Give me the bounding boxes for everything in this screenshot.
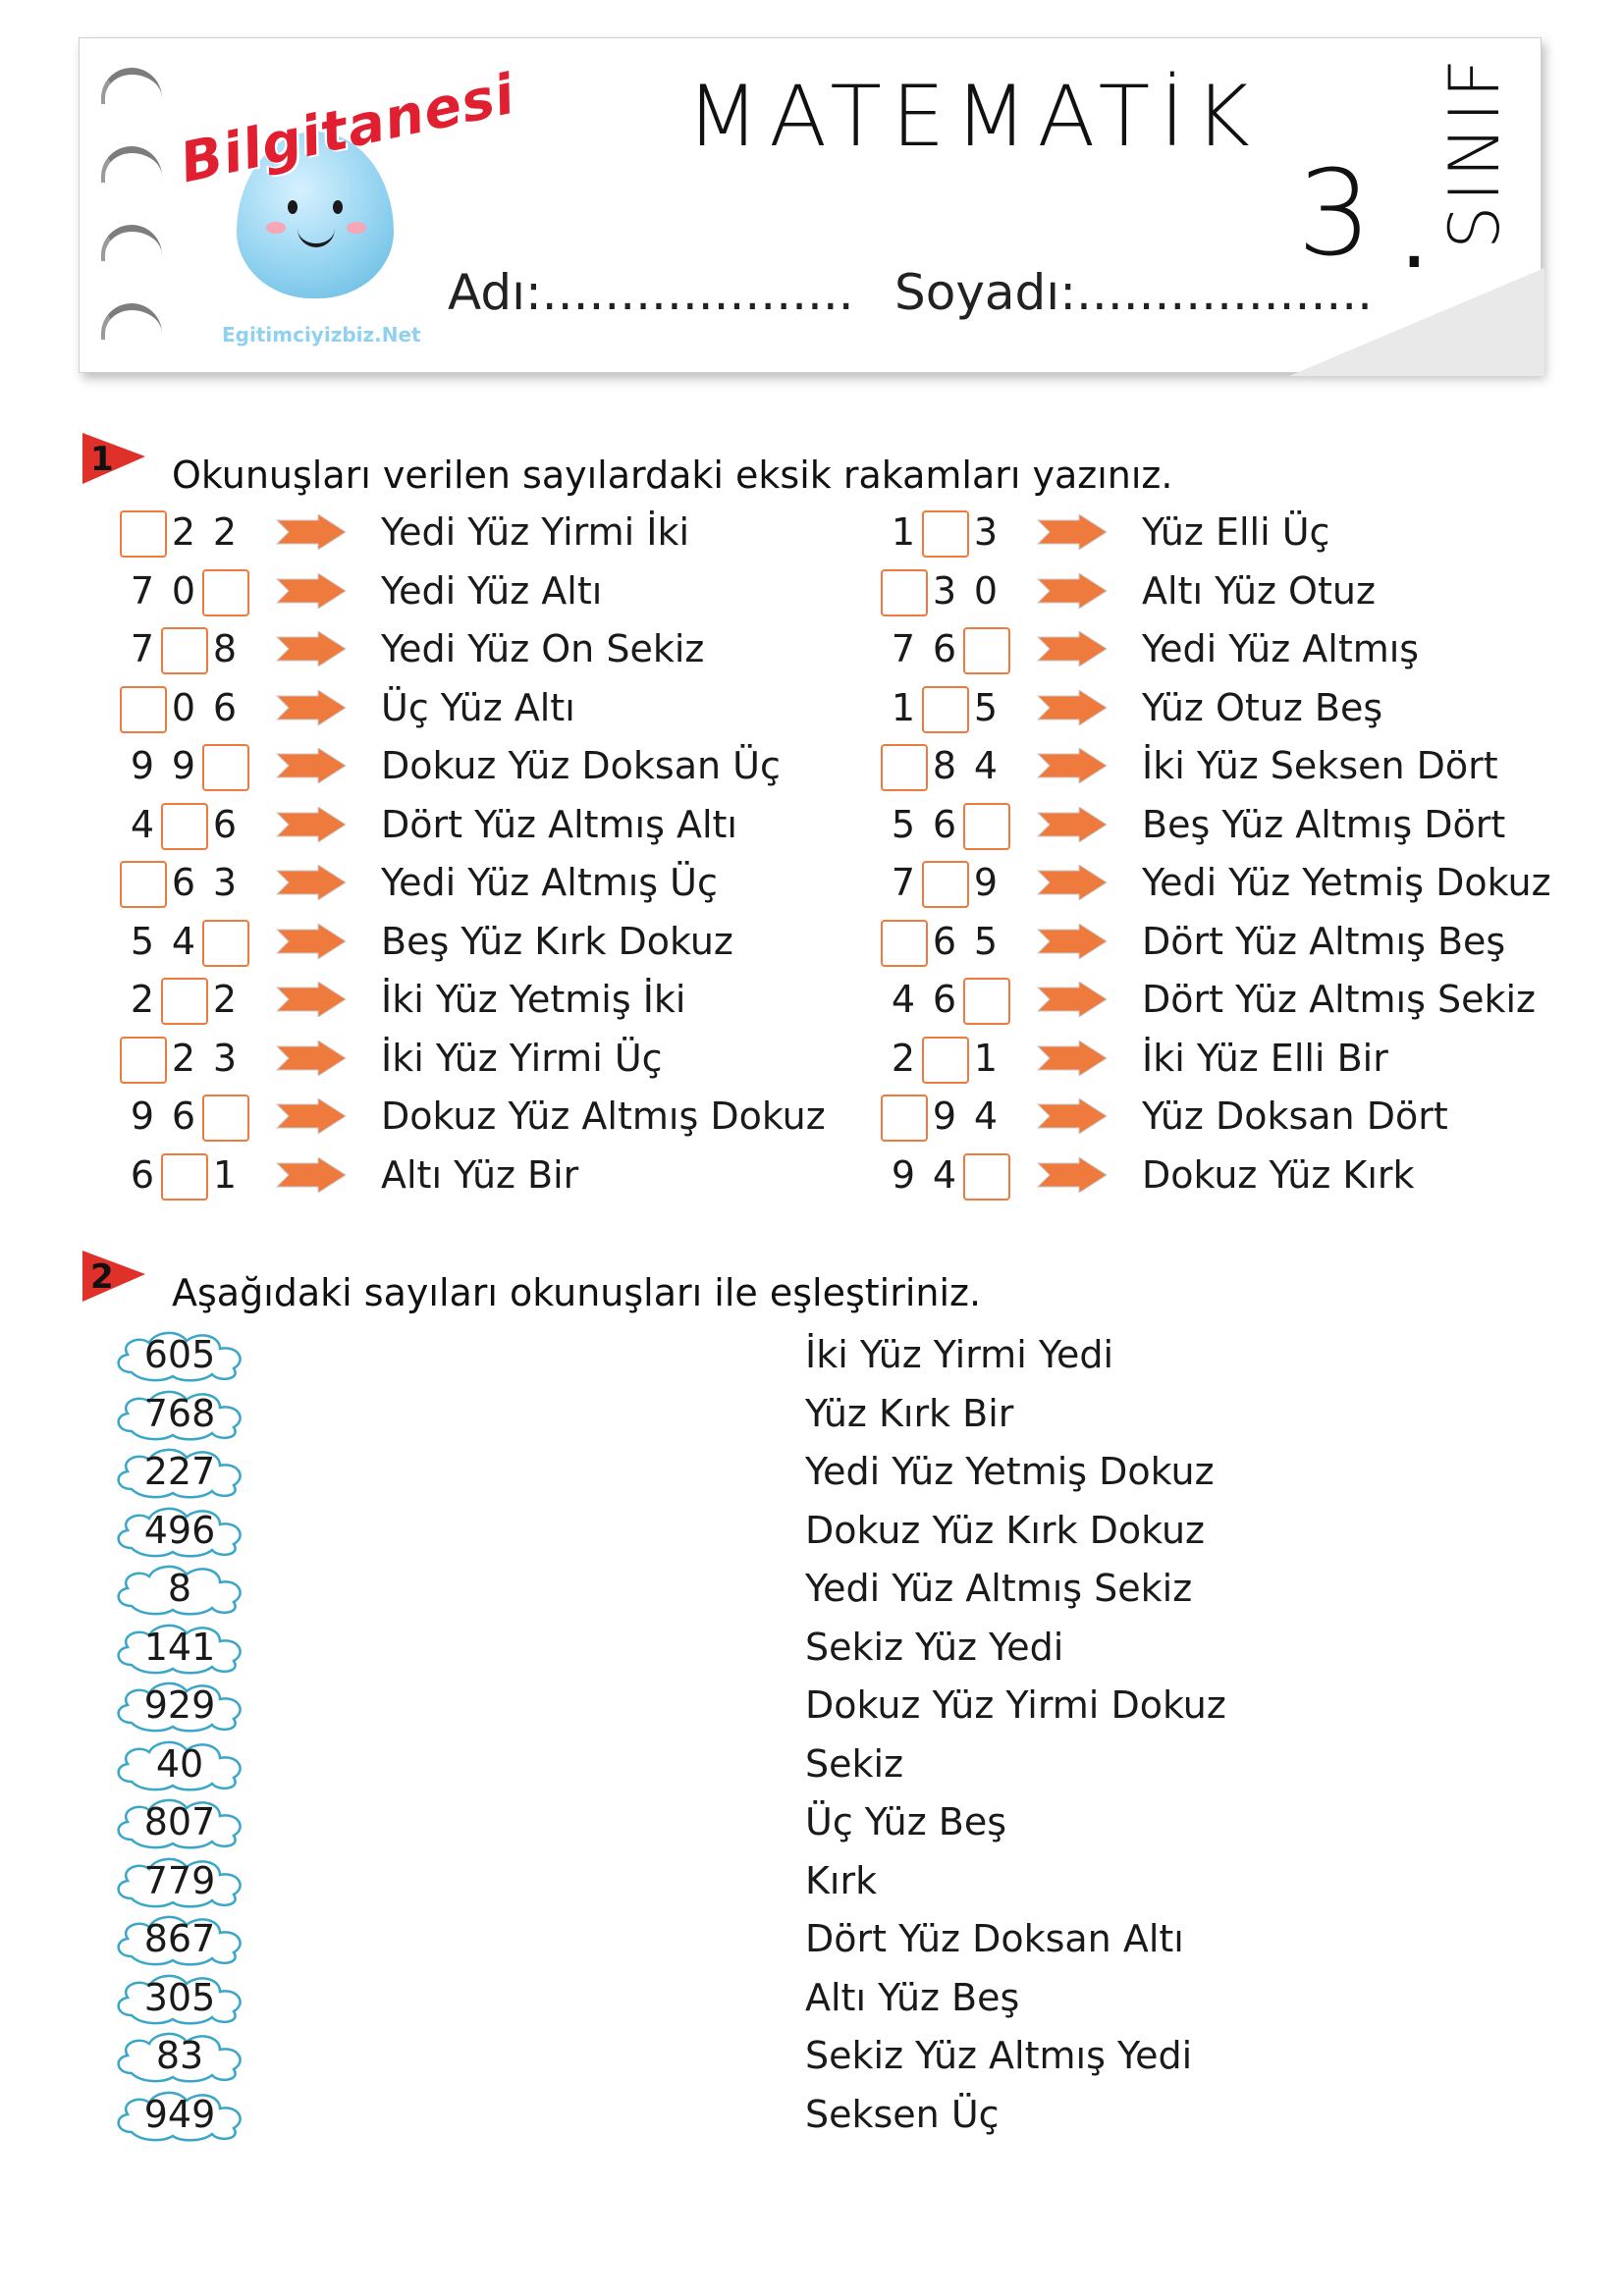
number-cloud[interactable] [110,1736,249,1791]
cloud-number: 8 [167,1567,192,1610]
reading-option[interactable]: Sekiz [805,1741,904,1786]
digit: 7 [130,568,155,613]
section-1-badge [77,427,145,486]
digit: 7 [891,627,916,670]
mascot-cheek [347,222,366,234]
missing-digit-box[interactable] [161,803,208,850]
reading-option[interactable]: Kırk [805,1858,878,1902]
arrow-right-icon [275,1041,348,1076]
binder-ring-icon [101,225,162,261]
number-reading: Dokuz Yüz Doksan Üç [381,744,781,787]
arrow-right-icon [275,631,348,667]
number-reading: Yedi Yüz Altmış [1142,627,1420,670]
digit: 5 [891,802,916,846]
arrow-right-icon [275,924,348,959]
arrow-right-icon [1036,631,1109,667]
reading-option[interactable]: Yedi Yüz Yetmiş Dokuz [805,1450,1215,1493]
digit: 1 [891,510,916,554]
digit: 4 [130,802,155,846]
missing-digit-box[interactable] [161,627,208,674]
digit: 7 [891,861,916,904]
number-reading: Altı Yüz Bir [381,1152,579,1197]
digit: 9 [130,1095,155,1138]
number-reading: Yüz Otuz Beş [1142,685,1383,729]
missing-digit-box[interactable] [922,686,969,733]
mascot-smile [298,226,335,247]
reading-option[interactable]: Sekiz Yüz Yedi [805,1625,1064,1669]
binder-ring-icon [101,68,162,104]
number-cloud[interactable] [110,1327,249,1382]
section-1-instruction: Okunuşları verilen sayılardaki eksik rakamları yazınız. [172,454,1173,497]
digit: 0 [171,568,196,613]
number-reading: Altı Yüz Otuz [1142,568,1376,613]
section-2-instruction: Aşağıdaki sayıları okunuşları ile eşleştiriniz. [172,1271,982,1314]
digit: 3 [212,1036,238,1080]
number-reading: İki Yüz Yetmiş İki [381,978,686,1021]
cloud-number: 227 [143,1450,216,1493]
missing-digit-box[interactable] [881,1095,928,1142]
digit: 2 [130,978,155,1021]
digit: 9 [973,861,999,904]
number-reading: Yüz Elli Üç [1142,510,1330,554]
reading-option[interactable]: Dokuz Yüz Kırk Dokuz [805,1508,1205,1552]
digit: 6 [932,627,957,670]
cloud-number: 779 [143,1858,216,1902]
cloud-number: 768 [143,1391,216,1435]
missing-digit-box[interactable] [202,1095,249,1142]
page-curl [1289,268,1544,376]
missing-digit-box[interactable] [161,1153,208,1201]
number-cloud[interactable] [110,2087,249,2142]
arrow-right-icon [1036,807,1109,842]
digit: 2 [212,510,238,554]
digit: 1 [212,1152,238,1197]
number-reading: Yedi Yüz Altmış Üç [381,861,718,904]
digit: 5 [130,919,155,963]
missing-digit-box[interactable] [120,510,167,558]
digit: 5 [973,919,999,963]
reading-option[interactable]: Dokuz Yüz Yirmi Dokuz [805,1683,1226,1727]
reading-option[interactable]: İki Yüz Yirmi Yedi [805,1333,1114,1376]
page-title: MATEMATİK [686,68,1260,166]
number-reading: Dokuz Yüz Altmış Dokuz [381,1095,826,1138]
missing-digit-box[interactable] [202,744,249,791]
cloud-number: 40 [155,1741,204,1786]
missing-digit-box[interactable] [922,861,969,908]
reading-option[interactable]: Sekiz Yüz Altmış Yedi [805,2034,1193,2077]
digit: 4 [891,978,916,1021]
number-reading: Yedi Yüz Yetmiş Dokuz [1142,861,1551,904]
grade-number: 3 [1297,146,1373,283]
missing-digit-box[interactable] [161,978,208,1025]
number-reading: İki Yüz Seksen Dört [1142,744,1498,787]
missing-digit-box[interactable] [202,920,249,967]
missing-digit-box[interactable] [963,1153,1010,1201]
digit: 3 [932,568,957,613]
number-reading: Dört Yüz Altmış Beş [1142,919,1506,963]
reading-option[interactable]: Seksen Üç [805,2092,1000,2136]
number-reading: Beş Yüz Altmış Dört [1142,802,1506,846]
arrow-right-icon [1036,1157,1109,1193]
arrow-right-icon [275,982,348,1017]
digit: 5 [973,685,999,729]
cloud-number: 867 [143,1917,216,1960]
arrow-right-icon [1036,748,1109,783]
number-reading: Yedi Yüz Yirmi İki [381,510,690,554]
arrow-right-icon [275,865,348,900]
digit: 0 [973,568,999,613]
number-cloud[interactable] [110,1911,249,1966]
number-reading: Dokuz Yüz Kırk [1142,1152,1415,1197]
number-reading: Yüz Doksan Dört [1142,1095,1448,1138]
digit: 3 [973,510,999,554]
digit: 6 [932,919,957,963]
digit: 7 [130,627,155,670]
svg-text:2: 2 [90,1257,114,1297]
number-cloud[interactable] [110,1444,249,1499]
number-cloud[interactable] [110,1386,249,1441]
cloud-number: 929 [143,1683,216,1727]
number-reading: Üç Yüz Altı [381,685,575,729]
digit: 6 [171,1095,196,1138]
arrow-right-icon [1036,514,1109,550]
missing-digit-box[interactable] [922,510,969,558]
arrow-right-icon [275,1098,348,1134]
logo-text: Bilgitanesi [175,62,521,196]
binder-ring-icon [101,303,162,340]
digit: 2 [171,510,196,554]
missing-digit-box[interactable] [120,861,167,908]
mascot-eye [288,200,298,214]
number-cloud[interactable] [110,1794,249,1849]
number-cloud[interactable] [110,2028,249,2083]
digit: 8 [932,744,957,787]
arrow-right-icon [1036,865,1109,900]
reading-option[interactable]: Üç Yüz Beş [805,1800,1006,1843]
digit: 9 [130,744,155,787]
cloud-number: 141 [143,1625,216,1669]
missing-digit-box[interactable] [922,1037,969,1084]
arrow-right-icon [1036,1041,1109,1076]
missing-digit-box[interactable] [120,686,167,733]
digit: 3 [212,861,238,904]
number-reading: Dört Yüz Altmış Altı [381,802,737,846]
digit: 1 [891,685,916,729]
number-reading: Dört Yüz Altmış Sekiz [1142,978,1536,1021]
number-cloud[interactable] [110,1503,249,1558]
number-reading: Beş Yüz Kırk Dokuz [381,919,733,963]
worksheet-header [79,37,1542,373]
missing-digit-box[interactable] [881,569,928,616]
digit: 2 [171,1036,196,1080]
missing-digit-box[interactable] [202,569,249,616]
digit: 4 [973,1095,999,1138]
arrow-right-icon [1036,982,1109,1017]
cloud-number: 949 [143,2092,216,2136]
cloud-number: 305 [143,1975,216,2019]
digit: 6 [932,802,957,846]
digit: 8 [212,627,238,670]
digit: 2 [891,1036,916,1080]
digit: 9 [932,1095,957,1138]
arrow-right-icon [275,748,348,783]
digit: 4 [973,744,999,787]
missing-digit-box[interactable] [881,744,928,791]
digit: 9 [171,744,196,787]
arrow-right-icon [275,690,348,725]
arrow-right-icon [275,514,348,550]
binder-ring-icon [101,146,162,183]
cloud-number: 83 [155,2034,204,2077]
digit: 6 [130,1152,155,1197]
arrow-right-icon [1036,924,1109,959]
digit: 1 [973,1036,999,1080]
reading-option[interactable]: Dört Yüz Doksan Altı [805,1917,1184,1960]
number-cloud[interactable] [110,1853,249,1908]
digit: 6 [212,685,238,729]
reading-option[interactable]: Yedi Yüz Altmış Sekiz [805,1567,1193,1610]
missing-digit-box[interactable] [963,978,1010,1025]
number-reading: İki Yüz Elli Bir [1142,1036,1388,1080]
arrow-right-icon [1036,1098,1109,1134]
number-reading: Yedi Yüz On Sekiz [381,627,705,670]
svg-text:1: 1 [90,440,114,479]
mascot-cheek [266,222,286,234]
missing-digit-box[interactable] [963,803,1010,850]
section-2-badge [77,1245,145,1304]
surname-field[interactable]: Soyadı:................... [894,264,1374,321]
digit: 0 [171,685,196,729]
grade-dot: . [1400,186,1429,289]
digit: 4 [932,1152,957,1197]
digit: 9 [891,1152,916,1197]
missing-digit-box[interactable] [881,920,928,967]
arrow-right-icon [275,807,348,842]
digit: 6 [212,802,238,846]
digit: 2 [212,978,238,1021]
number-reading: Yedi Yüz Altı [381,568,603,613]
digit: 6 [932,978,957,1021]
digit: 6 [171,861,196,904]
number-reading: İki Yüz Yirmi Üç [381,1036,663,1080]
logo-site-text: Egitimciyizbiz.Net [222,323,421,347]
number-cloud[interactable] [110,1561,249,1616]
cloud-number: 605 [143,1333,216,1376]
reading-option[interactable]: Yüz Kırk Bir [805,1391,1014,1435]
arrow-right-icon [275,1157,348,1193]
number-cloud[interactable] [110,1678,249,1733]
reading-option[interactable]: Altı Yüz Beş [805,1975,1020,2019]
name-field[interactable]: Adı:.................... [448,264,854,321]
arrow-right-icon [275,573,348,609]
cloud-number: 807 [143,1800,216,1843]
number-cloud[interactable] [110,1620,249,1675]
cloud-number: 496 [143,1508,216,1552]
grade-label: SINIF [1435,54,1515,249]
missing-digit-box[interactable] [963,627,1010,674]
arrow-right-icon [1036,690,1109,725]
digit: 4 [171,919,196,963]
arrow-right-icon [1036,573,1109,609]
missing-digit-box[interactable] [120,1037,167,1084]
mascot-eye [333,200,343,214]
number-cloud[interactable] [110,1970,249,2025]
